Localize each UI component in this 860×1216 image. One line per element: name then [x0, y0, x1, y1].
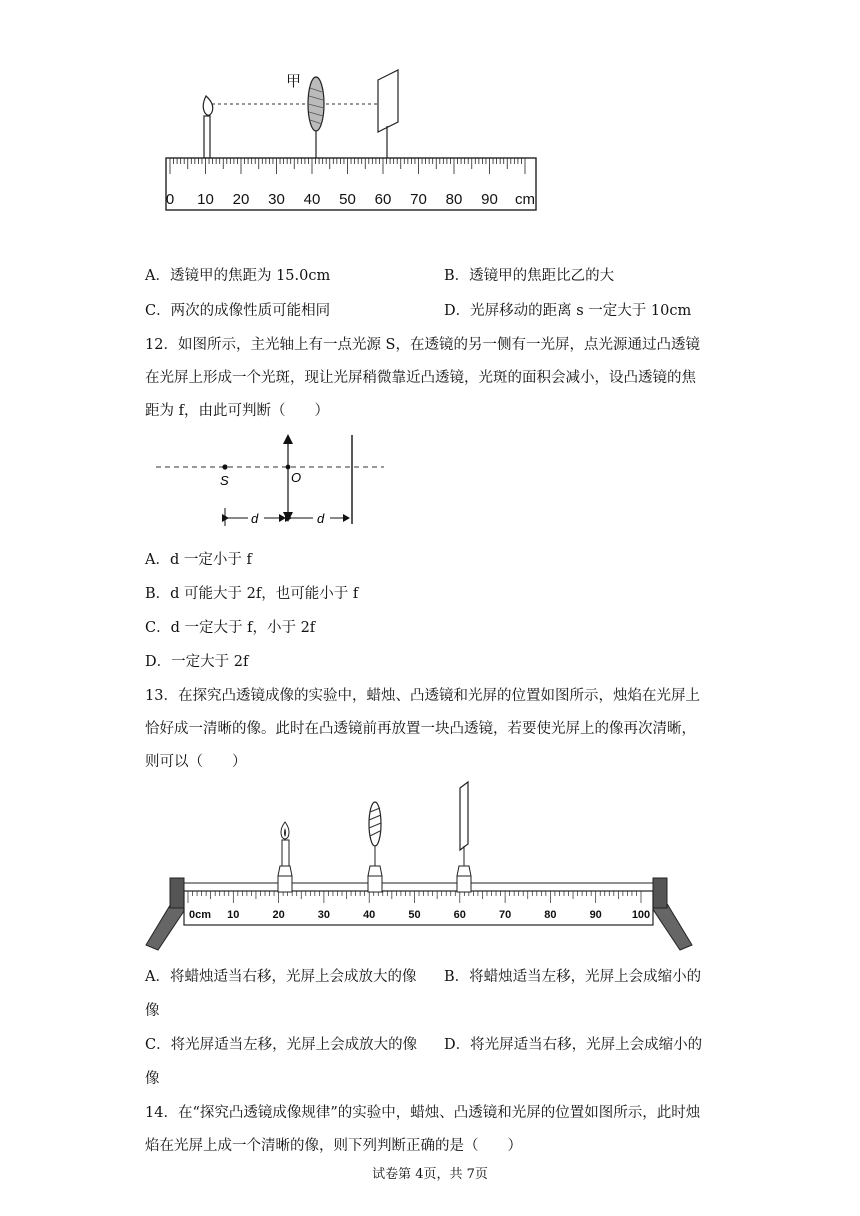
q13-stem-line-2: 恰好成一清晰的像。此时在凸透镜前再放置一块凸透镜，若要使光屏上的像再次清晰， [145, 721, 696, 737]
candle-icon [278, 822, 292, 892]
light-screen-icon [457, 782, 471, 892]
q11-option-d[interactable]: D．光屏移动的距离 s 一定大于 10cm [444, 303, 692, 319]
ruler-2-tick-label: 100 [631, 909, 651, 921]
q13-option-b[interactable]: B．将蜡烛适当左移，光屏上会成缩小的 [444, 969, 702, 985]
ruler-2-tick-label: 60 [453, 909, 466, 921]
q11-option-a[interactable]: A．透镜甲的焦距为 15.0cm [145, 268, 331, 284]
figure-point-source-lens [150, 430, 390, 530]
q12-stem-line-3: 距为 f，由此可判断（ ） [145, 403, 329, 419]
point-source-dot [222, 464, 227, 469]
q14-stem-line-2: 焰在光屏上成一个清晰的像，则下列判断正确的是（ ） [145, 1138, 522, 1154]
q11-option-b[interactable]: B．透镜甲的焦距比乙的大 [444, 268, 615, 284]
ruler-1-tick-label: 80 [445, 191, 463, 208]
ruler-2-tick-label: 50 [408, 909, 421, 921]
ruler-1-tick-label: 20 [232, 191, 250, 208]
ruler-2-tick-label: 70 [498, 909, 512, 921]
label-s: S [220, 473, 229, 488]
q13-stem-line-1: 13．在探究凸透镜成像的实验中，蜡烛、凸透镜和光屏的位置如图所示，烛焰在光屏上 [145, 688, 700, 704]
q12-option-b[interactable]: B．d 可能大于 2f，也可能小于 f [145, 586, 359, 602]
label-d2: d [317, 511, 325, 526]
lens-jia-icon [308, 77, 324, 158]
ruler-1-tick-label: 90 [481, 191, 498, 208]
q13-option-a[interactable]: A．将蜡烛适当右移，光屏上会成放大的像 [145, 969, 417, 985]
q13-option-d-wrap: 像 [145, 1071, 160, 1087]
ruler-1-tick-label: 0 [165, 191, 175, 208]
ruler-2-tick-label: 20 [272, 909, 285, 921]
ruler-2-tick-label: 40 [363, 909, 376, 921]
q12-stem-line-1: 12．如图所示，主光轴上有一点光源 S，在透镜的另一侧有一光屏，点光源通过凸透镜 [145, 337, 700, 353]
figure-optical-bench-2 [144, 780, 696, 952]
bench-right-end [653, 878, 667, 908]
light-screen-icon [378, 70, 398, 158]
candle-icon [203, 96, 213, 158]
q13-stem-line-3: 则可以（ ） [145, 754, 247, 770]
label-d1: d [251, 511, 259, 526]
ruler-2-tick-label: 0cm [188, 909, 212, 921]
q12-option-d[interactable]: D．一定大于 2f [145, 654, 249, 670]
q12-stem-line-2: 在光屏上形成一个光斑，现让光屏稍微靠近凸透镜，光斑的面积会减小，设凸透镜的焦 [145, 370, 696, 386]
page-footer: 试卷第 4页，共 7页 [372, 1167, 488, 1182]
ruler-1-tick-label: 30 [268, 191, 285, 208]
ruler-1-tick-label: 50 [339, 191, 356, 208]
ruler-1-tick-label: 60 [374, 191, 392, 208]
ruler-1-tick-label: cm [515, 191, 535, 208]
q12-option-c[interactable]: C．d 一定大于 f，小于 2f [145, 620, 316, 636]
ruler-1-tick-label: 10 [197, 191, 214, 208]
q13-option-c[interactable]: C．将光屏适当左移，光屏上会成放大的像 [145, 1037, 418, 1053]
label-o: O [291, 470, 302, 485]
bench-right-leg [652, 902, 692, 950]
q11-option-c[interactable]: C．两次的成像性质可能相同 [145, 303, 331, 319]
q13-option-d[interactable]: D．将光屏适当右移，光屏上会成缩小的 [444, 1037, 703, 1053]
q13-option-b-wrap: 像 [145, 1003, 160, 1019]
ruler-1-tick-label: 70 [410, 191, 427, 208]
figure-lens-jia-bench [160, 62, 545, 214]
q12-option-a[interactable]: A．d 一定小于 f [145, 552, 252, 568]
lens-jia-label: 甲 [286, 73, 302, 90]
convex-lens-icon [368, 802, 382, 892]
ruler-1-tick-label: 40 [303, 191, 321, 208]
ruler-2-tick-label: 90 [589, 909, 602, 921]
ruler-1 [166, 158, 536, 210]
bench-left-end [170, 878, 184, 908]
bench-left-leg [146, 902, 186, 950]
ruler-2-tick-label: 10 [227, 909, 240, 921]
q14-stem-line-1: 14．在“探究凸透镜成像规律”的实验中，蜡烛、凸透镜和光屏的位置如图所示，此时烛 [145, 1105, 701, 1121]
ruler-2-tick-label: 80 [544, 909, 557, 921]
ruler-2-tick-label: 30 [317, 909, 331, 921]
